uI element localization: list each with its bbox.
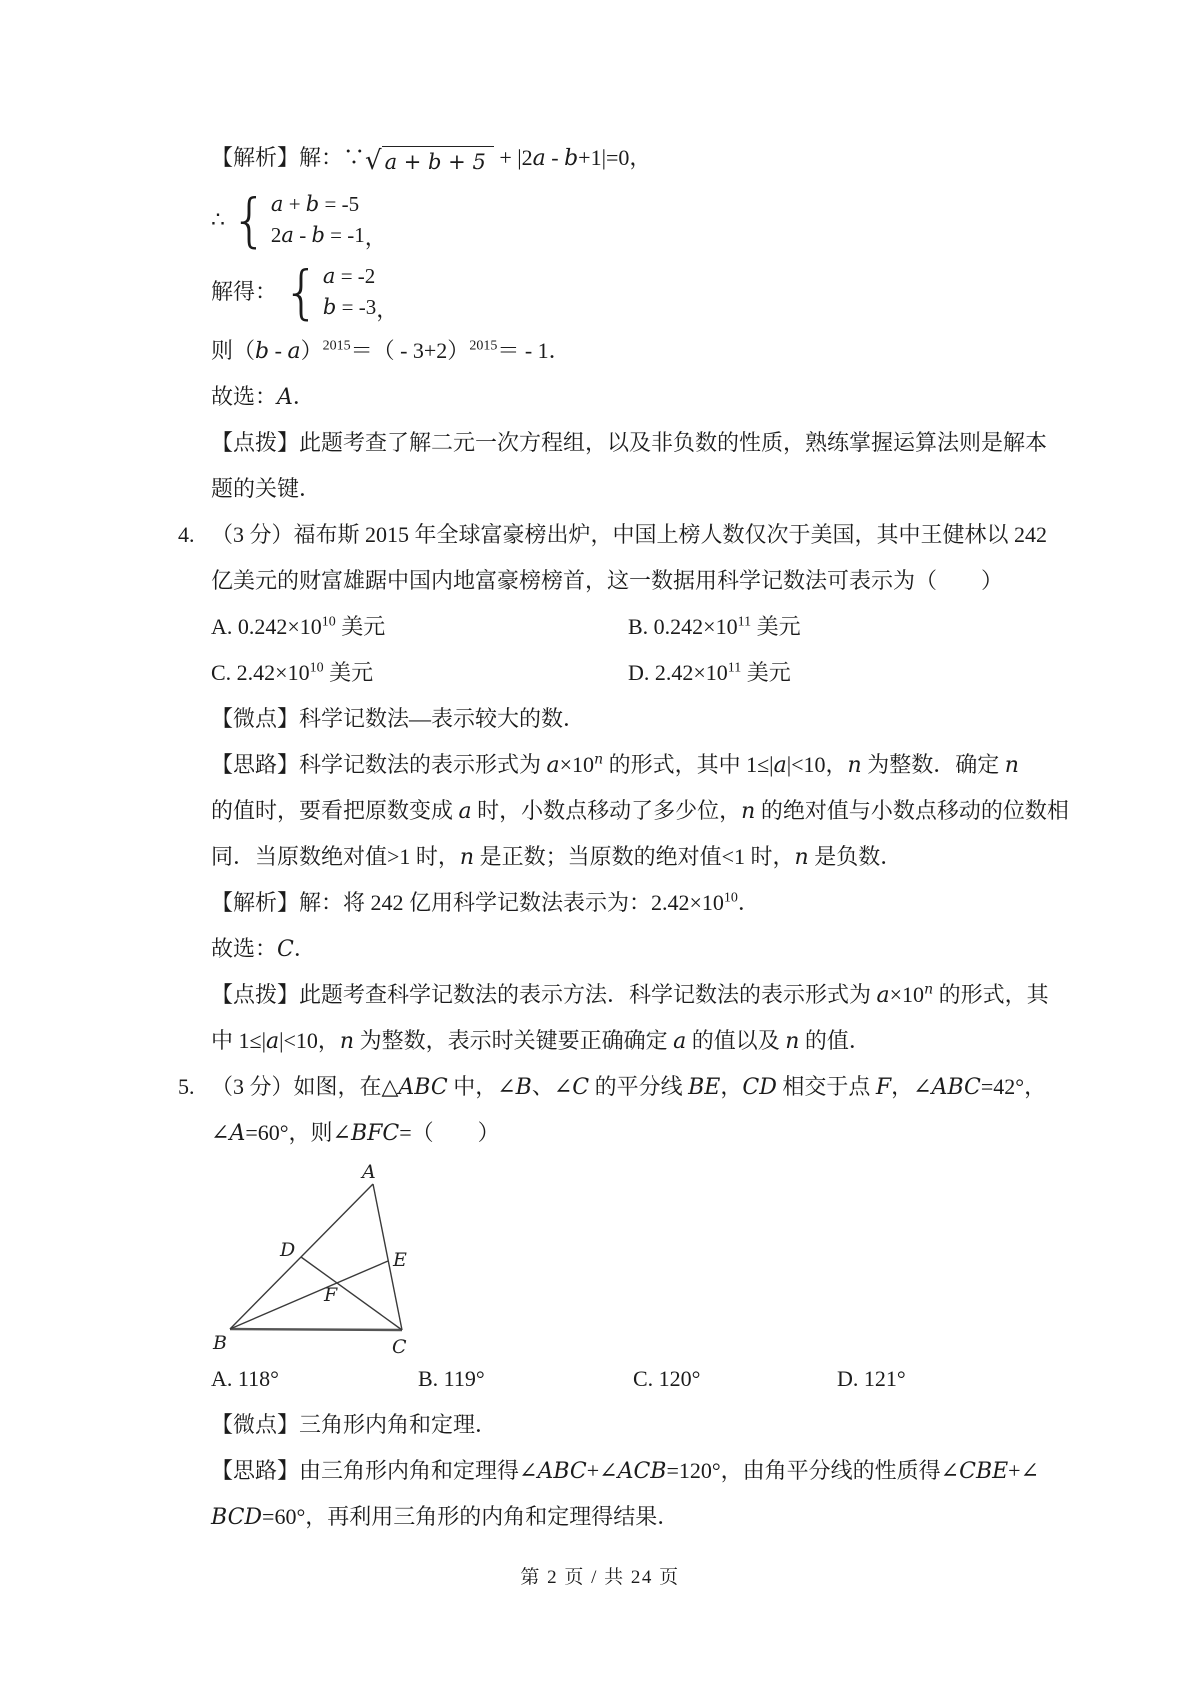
side-bc [230,1329,402,1330]
math-variable: n [847,753,862,778]
equation-row [323,292,376,323]
equation-rows [323,261,376,323]
text-run: =120°，由角平分线的性质得∠ [666,1458,960,1483]
text-run: 中 1≤| [211,1028,266,1053]
math-variable: CD [742,1075,777,1100]
figure-lines [230,1184,402,1330]
option-D [628,650,791,696]
math-variable: a [322,264,336,288]
text-run: 故选： [211,384,278,409]
superscript: n [594,751,604,768]
bisector-be [230,1261,388,1329]
vertex-label-e: E [393,1249,407,1271]
text-run: 解得： [211,279,278,304]
math-variable: A [277,385,293,410]
math-variable: n [1004,753,1019,778]
analysis-q4 [211,880,1043,926]
question-number: 4. [178,522,195,547]
math-variable: b [311,223,325,247]
equation-rows [271,189,365,251]
text-run: 相交于点 [776,1074,876,1099]
text-run: + [283,192,306,216]
equation-row [271,189,365,220]
page-footer [0,1562,1200,1589]
text-run: ， [376,297,399,322]
q5-options [211,1356,1043,1402]
math-variable: n [785,1029,800,1054]
superscript: 10 [321,614,336,630]
superscript: 11 [727,660,742,676]
system-suffix [376,297,399,328]
math-variable: n [794,845,809,870]
idea-q4-line1 [211,742,1043,788]
math-variable: n [459,845,475,870]
math-variable: BCD [211,1505,263,1530]
math-variable: a [546,753,560,778]
math-variable: a [876,983,890,1008]
text-run: 【解析】解：将 242 亿用科学记数法表示为：2.42×10 [211,890,724,915]
text-run: ． [737,890,760,915]
math-variable: A [229,1121,246,1146]
text-run: =42°， [980,1074,1047,1099]
math-variable: n [339,1029,355,1054]
text-run: 是正数；当原数的绝对值<1 时， [474,844,795,869]
text-run: 的值以及 [686,1028,786,1053]
math-variable: C [277,937,294,962]
text-run: 为整数，表示时关键要正确确定 [354,1028,674,1053]
text-run: ， [364,225,387,250]
document-body [178,132,1069,1540]
idea-q5-line1 [211,1448,1043,1494]
idea-q4-line2 [211,788,1069,834]
text-run: 是负数． [808,844,903,869]
math-variable: b [322,295,337,319]
text-run: 的形式，其 [933,982,1049,1007]
analysis-q3-system1 [211,184,1043,256]
math-variable: ABC [398,1075,448,1100]
text-run: =60°，则∠ [245,1120,351,1145]
text-run: （3 分）如图，在△ [211,1074,399,1099]
text-run: 的平分线 [589,1074,689,1099]
text-run: ，∠ [891,1074,932,1099]
radical-expression [365,146,494,176]
tag-q5 [211,1402,1043,1448]
analysis-q3-system2 [211,256,1043,328]
math-variable: BFC [350,1121,400,1146]
superscript: 2015 [322,338,351,354]
note-q3-line1 [211,420,1048,466]
superscript: 11 [737,614,752,630]
text-run: =60°，再利用三角形的内角和定理得结果． [262,1504,680,1529]
math-variable: CBE [959,1459,1009,1484]
option-B [628,604,801,650]
math-variable: n [741,799,756,824]
note-q4-line2 [211,1018,1043,1064]
math-variable: B [515,1075,532,1100]
vertex-label-f: F [324,1284,338,1306]
equation-row [323,261,376,292]
text-run: ∠ [211,1120,230,1145]
math-variable: a [773,753,787,778]
vertex-label-c: C [392,1336,407,1356]
option-A [211,1356,418,1402]
figure-labels [212,1161,407,1356]
text-run: 美元 [741,660,791,685]
bisector-cd [301,1257,402,1330]
vertex-label-a: A [362,1161,376,1183]
tag-q4 [211,696,1043,742]
text-run: 【解析】解：∵ [211,145,366,170]
text-run: ＝ - 1． [497,338,571,363]
text-run: - [293,223,312,247]
text-run: 亿美元的财富雄踞中国内地富豪榜榜首，这一数据用科学记数法可表示为（ ） [211,568,1004,593]
text-run: 【微点】科学记数法—表示较大的数． [211,706,586,731]
text-run: 【思路】由三角形内角和定理得∠ [211,1458,538,1483]
math-variable: a [270,192,284,216]
text-run: 的值时，要看把原数变成 [211,798,459,823]
text-run: C. 120° [633,1366,701,1391]
text-run: 的形式，其中 1≤| [603,752,774,777]
option-C [211,650,628,696]
text-run: A. 118° [211,1366,279,1391]
superscript: 10 [309,660,324,676]
math-variable: ACB [617,1459,667,1484]
text-run: = -1 [324,223,365,247]
text-run: =（ ） [399,1120,500,1145]
equation-row [271,220,365,251]
text-run: - [545,145,565,170]
text-run: ×10 [889,982,925,1007]
vertex-label-b: B [213,1332,227,1354]
text-run: 【点拨】此题考查了解二元一次方程组，以及非负数的性质，熟练掌握运算法则是解本 [211,430,1048,455]
superscript: 2015 [469,338,498,354]
text-run: 【微点】三角形内角和定理． [211,1412,498,1437]
text-run: 美元 [751,614,801,639]
math-variable: b [305,192,320,216]
radicand: a + b + 5 [382,146,494,176]
text-run: 为整数．确定 [861,752,1005,777]
text-run: 的绝对值与小数点移动的位数相 [755,798,1069,823]
math-variable: C [572,1075,590,1100]
math-variable: F [875,1075,892,1100]
text-run: = -5 [319,192,360,216]
text-run: 同．当原数绝对值>1 时， [211,844,460,869]
text-run: A. 0.242×10 [211,614,322,639]
brace-icon: { [283,258,320,326]
note-q3-line2 [211,466,1043,512]
text-run: - [269,338,288,363]
radical-sign: √ [365,146,382,176]
text-run: 2 [270,223,282,247]
q4-stem-line1 [178,512,1048,558]
text-run: （3 分）福布斯 2015 年全球富豪榜出炉，中国上榜人数仅次于美国，其中王健林以 242 [211,522,1048,547]
math-variable: BE [688,1075,721,1100]
analysis-q3-conclusion [211,328,1043,374]
text-run: 时，小数点移动了多少位， [471,798,742,823]
text-run: + |2 [493,145,533,170]
math-variable: a [458,799,472,824]
math-variable: ABC [537,1459,587,1484]
math-variable: b [564,146,579,171]
note-q4-line1 [211,972,1049,1018]
text-run: 题的关键． [211,476,322,501]
math-variable: a [265,1029,280,1054]
idea-q4-line3 [211,834,1043,880]
math-variable: b [255,339,270,364]
text-run: 【思路】科学记数法的表示形式为 [211,752,547,777]
text-run: 中，∠ [447,1074,516,1099]
math-variable: ABC [931,1075,981,1100]
text-run: = -3 [336,295,377,319]
text-run: +1|=0， [578,145,652,170]
text-run: ． [292,384,315,409]
superscript: n [924,981,934,998]
page-footer-text: 第 2 页 / 共 24 页 [520,1567,680,1588]
question-number: 5. [178,1074,195,1099]
text-run: ， [720,1074,743,1099]
text-run: ） [300,338,323,363]
q5-stem-line2 [211,1110,1043,1156]
system-prefix [211,207,225,233]
text-run: +∠ [586,1458,618,1483]
system-prefix [211,279,277,305]
text-run: |<10， [279,1028,340,1053]
triangle-figure [195,1156,1043,1356]
option-B [418,1356,633,1402]
text-run: 则（ [211,338,256,363]
superscript: 10 [723,890,738,906]
math-variable: a [287,339,301,364]
q4-options-cd [211,650,1043,696]
brace-icon: { [231,186,268,254]
text-run: ＝（ - 3+2） [350,338,470,363]
text-run: ×10 [559,752,595,777]
text-run: D. 121° [837,1366,906,1391]
math-variable: a [673,1029,687,1054]
answer-q3 [211,374,1043,420]
q5-stem-line1 [178,1064,1047,1110]
text-run: B. 119° [418,1366,485,1391]
answer-q4 [211,926,1043,972]
math-variable: a [281,223,294,247]
idea-q5-line2 [211,1494,1043,1540]
text-run: |<10， [786,752,848,777]
triangle-figure-svg [195,1156,425,1356]
text-run: 【点拨】此题考查科学记数法的表示方法．科学记数法的表示形式为 [211,982,877,1007]
analysis-q3-line1 [211,132,1043,184]
text-run: B. 0.242×10 [628,614,738,639]
q4-options-ab [211,604,1043,650]
option-A [211,604,628,650]
text-run: ∴ [211,207,225,232]
text-run: 故选： [211,936,278,961]
text-run: 美元 [323,660,374,685]
text-run: 美元 [335,614,386,639]
vertex-label-d: D [280,1239,296,1261]
text-run: 的值． [799,1028,871,1053]
q4-stem-line2 [211,558,1043,604]
system-suffix [364,225,387,256]
option-D [837,1356,906,1402]
text-run: D. 2.42×10 [628,660,728,685]
text-run: = -2 [335,264,376,288]
text-run: +∠ [1008,1458,1040,1483]
text-run: ． [293,936,316,961]
text-run: C. 2.42×10 [211,660,310,685]
option-C [633,1356,837,1402]
text-run: 、∠ [531,1074,573,1099]
math-variable: a [532,146,546,171]
